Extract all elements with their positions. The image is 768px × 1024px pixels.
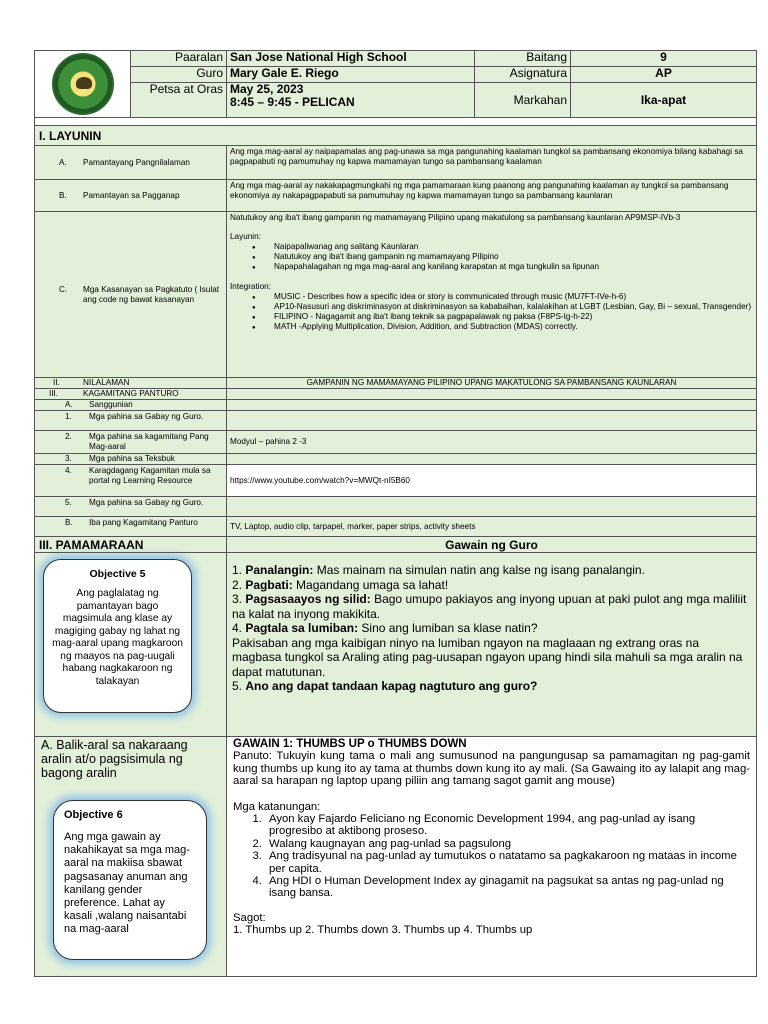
line-number: 3. [232,592,243,606]
item-title: Pamantayan sa Pagganap [83,190,180,200]
line-number: 5. [232,679,243,693]
activity-line [232,563,751,578]
line-text: Bago umupo pakiayos ang inyong upuan at paki pulot ang mga maliliit na kalat na inyong makikita. [232,592,747,621]
objective-5-cell [35,553,227,737]
school-value: San Jose National High School [227,51,475,67]
section-number: III. [49,389,59,398]
sanggunian-value [227,400,757,411]
section-title: KAGAMITANG PANTURO [83,389,179,398]
activity-line [232,679,751,694]
line-heading: Pagtala sa lumiban: [245,621,359,635]
gawain-1-cell [227,737,757,977]
item-number: 4. [65,466,72,475]
subject-label: Asignatura [475,67,571,83]
school-logo-cell [35,51,131,118]
item-letter: A. [59,157,67,167]
gawain-1-panuto: Panuto: Tukuyin kung tama o mali ang sumusunod na pangungusap sa pamamagitan ng pag-gamit kung thumbs up kung ito ay tama at thumbs down kung ito ay mali. (Sa Gawaing ito ay lalapit ang mag-aaral sa harapan ng laptop upang piliin ang tamang sagot gamit ang mouse) [233,750,750,788]
line-text: Magandang umaga sa lahat! [292,577,449,592]
item-letter: C. [59,284,68,294]
kasanayan-label [35,212,227,378]
pamamaraan-heading: III. PAMAMARAAN [35,537,227,553]
objective-6-title: Objective 6 [64,809,123,821]
teacher-value: Mary Gale E. Riego [227,67,475,83]
gawain-ng-guro-heading: Gawain ng Guro [227,537,757,553]
item-title: Pamantayang Pangnilalaman [83,157,190,167]
item-title: Mga pahina sa Teksbuk [89,454,175,463]
date-label: Petsa at Oras [131,83,227,118]
lesson-plan-table [34,50,757,977]
school-label: Paaralan [131,51,227,67]
sagot-text: 1. Thumbs up 2. Thumbs down 3. Thumbs up 4. Thumbs up [233,924,533,937]
item-letter: B. [65,518,73,527]
kagamitan-item-3-value [227,454,757,465]
activity-line [232,592,751,621]
objective-6-box [53,800,207,960]
pamantayan-pagganap-label [35,180,227,212]
line-number: 2. [232,577,243,592]
pamantayang-pangnilalaman-text: Ang mga mag-aaral ay naipapamalas ang pag-unawa sa mga pangunahing kaalaman tungkol sa pambansang ekonomiya bilang kabahagi sa pagpapabuti ng pamumuhay ng kapwa mamamayan tungo sa pambansang kaalaman [227,146,757,180]
kagamitan-item-4-label [35,465,227,497]
pamantayang-pangnilalaman-label [35,146,227,180]
line-text: Mas mainam na simulan natin ang kalse ng isang panalangin. [313,563,645,577]
list-item: ● Napapahalagahan ng mga mag-aaral ang kanilang karapatan at mga tungkulin sa lipunan [252,262,753,272]
subject-value: AP [571,67,757,83]
line-heading: Ano ang dapat tandaan kapag nagtuturo ang guro? [245,679,538,693]
line-number: 1. [232,563,243,577]
item-title: Mga pahina sa kagamitang Pang Mag-aaral [89,432,209,451]
kagamitan-label [35,389,227,400]
balikaral-label: A. Balik-aral sa nakaraang aralin at/o pagsisimula ng bagong aralin [41,738,188,780]
layunin-list [252,242,753,272]
tanong-label: Mga katanungan: [233,800,321,813]
layunin-sublabel: Layunin: [230,232,261,241]
kagamitan-item-2-value: Modyul – pahina 2 -3 [227,431,757,454]
grade-value: 9 [571,51,757,67]
objective-5-title: Objective 5 [89,568,146,580]
iba-pang-kagamitan-label [35,517,227,537]
kagamitan-item-3-label [35,454,227,465]
item-number: 1. [65,412,72,421]
date-time-value [227,83,475,118]
item-letter: B. [59,190,67,200]
item-title: Iba pang Kagamitang Panturo [89,518,198,527]
item-number: 3. [65,454,72,463]
sanggunian-label [35,400,227,411]
list-item: 4. Ang HDI o Human Development Index ay ginagamit na pagsukat sa antas ng pag-unlad ng isang bansa. [265,875,750,900]
list-item: ● FILIPINO - Nagagamit ang iba't ibang teknik sa pagpapalawak ng paksa (F8PS-Ig-h-22) [252,312,753,322]
spacer-row [35,118,757,126]
item-letter: A. [65,400,73,409]
kagamitan-item-1-label [35,411,227,431]
item-title: Karagdagang Kagamitan mula sa portal ng Learning Resource [89,466,211,485]
item-title: Mga pahina sa Gabay ng Guro. [89,498,204,507]
item-number: 5. [65,498,72,507]
kasanayan-intro: Natutukoy ang iba't ibang gampanin ng mamamayang Pilipino upang makatulong sa pambansang kaunlaran AP9MSP-IVb-3 [230,213,681,222]
line-heading: Pagsasaayos ng silid: [245,592,371,606]
nilalaman-text: GAMPANIN NG MAMAMAYANG PILIPINO UPANG MAKATULONG SA PAMBANSANG KAUNLARAN [227,378,757,389]
sagot-label: Sagot: [233,911,266,924]
absent-note: Pakisaban ang mga kaibigan ninyo na lumiban ngayon na maglaaan ng extrang oras na magbasa tungkol sa Araling ating pag-uusapan ngayon upang hindi sila mahuli sa mga aralin na dapat matutunan. [232,635,743,679]
kagamitan-item-1-value [227,411,757,431]
iba-pang-kagamitan-value: TV, Laptop, audio clip, tarpapel, marker, paper strips, activity sheets [227,517,757,537]
panimula-activities [227,553,757,737]
kagamitan-item-5-label [35,497,227,517]
nilalaman-label [35,378,227,389]
list-item: ● MATH -Applying Multiplication, Division, Addition, and Subtraction (MDAS) correctly. [252,322,753,332]
section-title: NILALAMAN [83,378,130,387]
section-number: II. [53,378,60,387]
date-value: May 25, 2023 [230,82,304,97]
activity-line [232,621,751,636]
objective-5-box [43,559,192,713]
activity-line [232,578,751,593]
balikaral-cell [35,737,227,977]
list-item: 3. Ang tradisyunal na pag-unlad ay tumutukos o natatamo sa pagkakaroon ng mataas in income per capita. [265,850,750,875]
kagamitan-value [227,389,757,400]
time-value: 8:45 – 9:45 - PELICAN [230,95,355,110]
teacher-label: Guro [131,67,227,83]
item-title: Mga Kasanayan sa Pagkatuto ( Isulat ang code ng bawat kasanayan [83,284,220,304]
list-item: ● Natutukoy ang iba't ibang gampanin ng mamamayang Pilipino [252,252,753,262]
line-number: 4. [232,621,243,635]
objective-6-text: Ang mga gawain ay nakahikayat sa mga mag-aaral na makiisa sbawat pagsasanay anuman ang kanilang gender preference. Lahat ay kasali ,walang naisantabi na mag-aaral [64,831,190,936]
kagamitan-item-2-label [35,431,227,454]
integration-sublabel: Integration: [230,282,271,291]
quarter-label: Markahan [475,83,571,118]
tanong-list [265,813,750,900]
layunin-heading: I. LAYUNIN [35,126,757,146]
objective-5-text: Ang paglalatag ng pamantayan bago magsimula ang klase ay magiging gabay ng lahat ng mag-aaral upang magkaroon ng maayos na pag-uugali habang nagkakaroon ng talakayan [52,588,183,687]
list-item: ● AP10-Nasusuri ang diskriminasyon at diskriminasyon sa kababaihan, kalalakihan at LGBT (Lesbian, Gay, Bi – sexual, Transgender) [252,302,753,312]
kasanayan-text [227,212,757,378]
gawain-1-title: GAWAIN 1: THUMBS UP o THUMBS DOWN [233,738,467,750]
quarter-value: Ika-apat [571,83,757,118]
lesson-plan-page [34,50,756,980]
pamantayan-pagganap-text: Ang mga mag-aaral ay nakakapagmungkahi ng mga pamamaraan kung paanong ang pangunahing kaalaman ay tungkol sa pambansang ekonomiya ay nakapagpapabuti sa pamumuhay ng kapwa mamamayan tungo sa pambansang kaunlaran [227,180,757,212]
resource-link[interactable]: https://www.youtube.com/watch?v=MWQt-nI5B60 [227,465,757,497]
list-item: 1. Ayon kay Fajardo Feliciano ng Economic Development 1994, ang pag-unlad ay isang progresibo at aktibong proseso. [265,813,750,838]
list-item: 2. Walang kaugnayan ang pag-unlad sa pagsulong [265,838,750,850]
line-heading: Pagbati: [245,577,293,592]
school-seal-icon [52,53,114,115]
integration-list [252,292,753,332]
line-text: Sino ang lumiban sa klase natin? [358,621,538,635]
item-number: 2. [65,432,72,441]
item-title: Mga pahina sa Gabay ng Guro. [89,412,204,421]
line-heading: Panalangin: [245,563,314,577]
kagamitan-item-5-value [227,497,757,517]
list-item: ● Naipapaliwanag ang salitang Kaunlaran [252,242,753,252]
item-title: Sanggunian [89,400,133,409]
list-item: ● MUSIC - Describes how a specific idea or story is communicated through music (MU7FT-IVe-h-6) [252,292,753,302]
grade-label: Baitang [475,51,571,67]
